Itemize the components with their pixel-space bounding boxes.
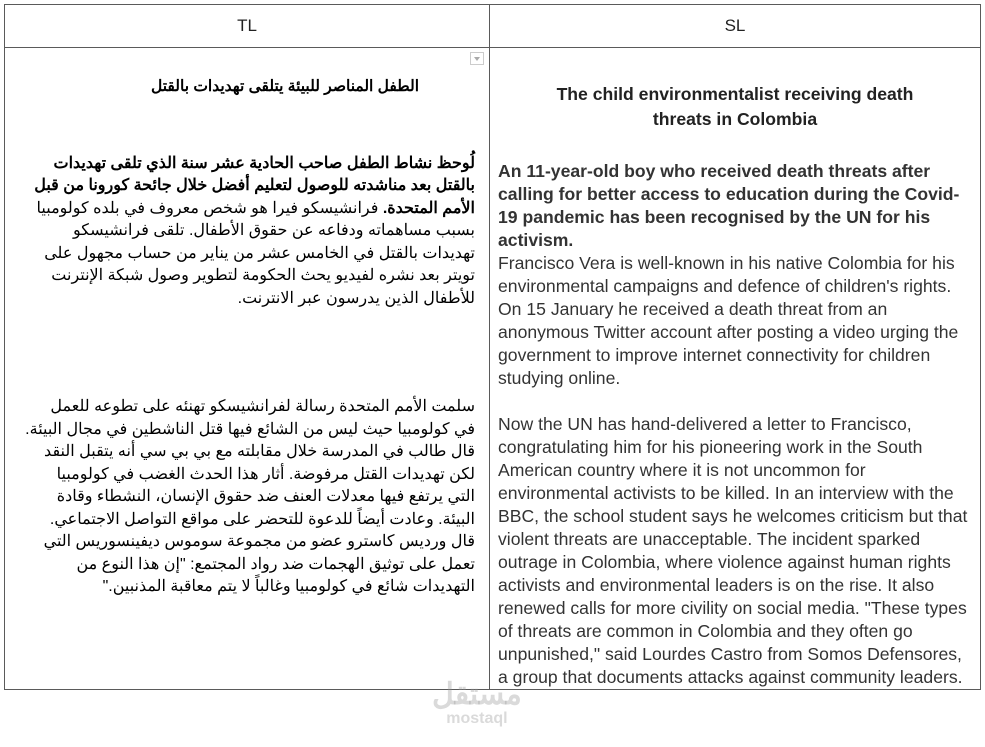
sl-title: The child environmentalist receiving death threats in Colombia	[556, 84, 914, 129]
sl-cell[interactable]	[490, 48, 981, 690]
watermark-logo	[432, 680, 522, 728]
dropdown-arrow-icon[interactable]	[470, 52, 484, 65]
header-row	[5, 5, 981, 48]
tl-lead-rest: فرانشيسكو فيرا هو شخص معروف في بلده كولومبيا بسبب مساهماته ودفاعه عن حقوق الأطفال. تلقى فرانشيسكو تهديدات بالقتل في الخامس عشر من يناير من حساب مجهول على تويتر بعد نشره لفيديو يحث الحكومة لتطوير وصول شبكة الإنترنت للأطفال الذين يدرسون عبر الانترنت.	[36, 199, 475, 307]
content-row	[5, 48, 981, 690]
watermark-latin: mostaql	[446, 710, 508, 727]
header-tl: TL	[5, 5, 490, 48]
tl-lead-bold: لُوحظ نشاط الطفل صاحب الحادية عشر سنة الذي تلقى تهديدات بالقتل بعد مناشدته للوصول لتعليم أفضل خلال جائحة كورونا من قبل الأمم المتحدة.	[34, 154, 475, 217]
tl-paragraph-2: سلمت الأمم المتحدة رسالة لفرانشيسكو تهنئه على تطوعه للعمل في كولومبيا حيث ليس من الشائع فيها قتل الناشطين في مجال البيئة. قال طالب في المدرسة خلال مقابلته مع بي بي سي أنه يتقبل النقد لكن تهديدات القتل مرفوضة. أثار هذا الحدث الغضب في كولومبيا التي يرتفع فيها معدلات العنف ضد حقوق الإنسان، النشطاء وقادة البيئة. وعادت أيضاً للدعوة للتحضر على مواقع التواصل الاجتماعي. قال ورديس كاسترو عضو من مجموعة سوموس ديفينسوريس التي تعمل على توثيق الهجمات ضد رواد المجتمع: "إن هذا النوع من التهديدات شائع في كولومبيا وغالباً لا يتم معاقبة المذنبين."	[25, 398, 475, 595]
sl-lead-paragraph	[490, 160, 980, 390]
tl-title: الطفل المناصر للبيئة يتلقى تهديدات بالقتل	[151, 78, 419, 95]
sl-lead-rest: Francisco Vera is well-known in his native Colombia for his environmental campaigns and defence of children's rights. On 15 January he received a death threat from an anonymous Twitter account after posting a video urging the government to improve internet connectivity for children studying online.	[498, 253, 959, 388]
watermark-arabic: مستقل	[432, 678, 522, 711]
translation-table	[4, 4, 981, 690]
tl-cell[interactable]	[5, 48, 490, 690]
sl-lead-bold: An 11-year-old boy who received death threats after calling for better access to education during the Covid-19 pandemic has been recognised by the UN for his activism.	[498, 161, 960, 250]
sl-paragraph-2: Now the UN has hand-delivered a letter to Francisco, congratulating him for his pioneering work in the South American country where it is not uncommon for environmental activists to be killed. In an interview with the BBC, the school student says he welcomes criticism but that violent threats are unacceptable. The incident sparked outrage in Colombia, where violence against human rights activists and environmental leaders is on the rise. It also renewed calls for more civility on social media. "These types of threats are common in Colombia and they often go unpunished," said Lourdes Castro from Somos Defensores, a group that documents attacks against community leaders.	[498, 414, 968, 687]
header-sl: SL	[490, 5, 981, 48]
tl-lead-paragraph	[5, 153, 489, 311]
